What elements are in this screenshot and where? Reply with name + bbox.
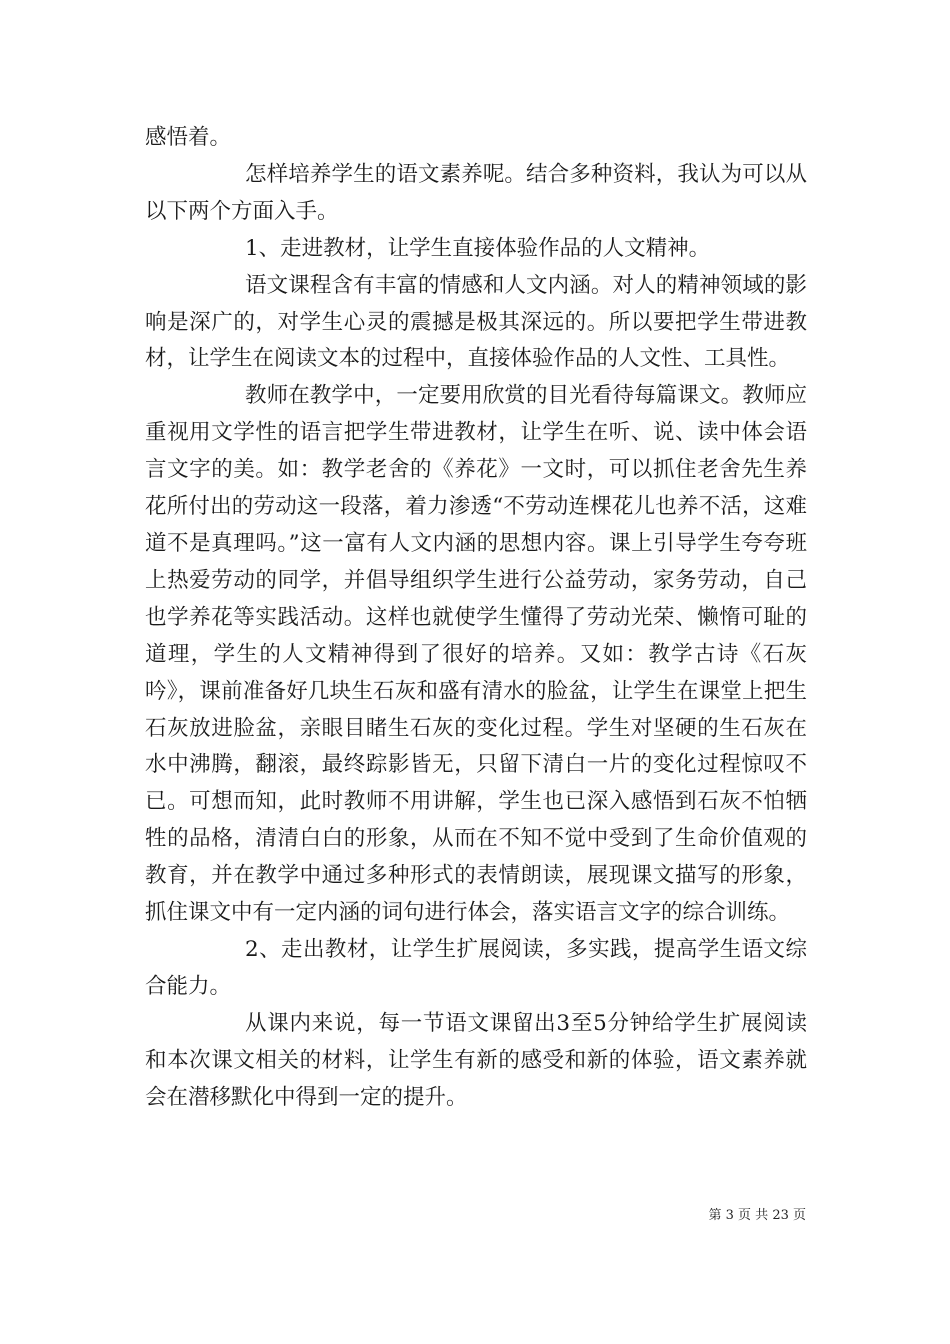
section-heading-2: 2、走出教材，让学生扩展阅读，多实践，提高学生语文综合能力。 <box>145 936 807 999</box>
paragraph-continuation: 感悟着。 <box>145 125 232 150</box>
paragraph-extended-reading: 从课内来说，每一节语文课留出3至5分钟给学生扩展阅读和本次课文相关的材料，让学生有新的感受和新的体验，语文素养就会在潜移默化中得到一定的提升。 <box>145 1010 807 1110</box>
section-heading-1: 1、走进教材，让学生直接体验作品的人文精神。 <box>245 235 711 261</box>
page-number-footer: 第 3 页 共 23 页 <box>708 1208 806 1223</box>
paragraph-intro-question: 怎样培养学生的语文素养呢。结合多种资料，我认为可以从以下两个方面入手。 <box>145 161 807 224</box>
paragraph-teaching-examples: 教师在教学中，一定要用欣赏的目光看待每篇课文。教师应重视用文学性的语言把学生带进教材，让学生在听、说、读中体会语言文字的美。如：教学老舍的《养花》一文时，可以抓住老舍先生养花所付出的劳动这一段落，着力渗透“不劳动连棵花儿也养不活，这难道不是真理吗。”这一富有人文内涵的思想内容。课上引导学生夸夸班上热爱劳动的同学，并倡导组织学生进行公益劳动，家务劳动，自己也学养花等实践活动。这样也就使学生懂得了劳动光荣、懒惰可耻的道理，学生的人文精神得到了很好的培养。又如：教学古诗《石灰吟》，课前准备好几块生石灰和盛有清水的脸盆，让学生在课堂上把生石灰放进脸盆，亲眼目睹生石灰的变化过程。学生对坚硬的生石灰在水中沸腾，翻滚，最终踪影皆无，只留下清白一片的变化过程惊叹不已。可想而知，此时教师不用讲解，学生也已深入感悟到石灰不怕牺牲的品格，清清白白的形象，从而在不知不觉中受到了生命价值观的教育，并在教学中通过多种形式的表情朗读，展现课文描写的形象，抓住课文中有一定内涵的词句进行体会，落实语言文字的综合训练。 <box>145 383 807 926</box>
document-body <box>145 120 807 1116</box>
paragraph-humanistic-content: 语文课程含有丰富的情感和人文内涵。对人的精神领域的影响是深广的，对学生心灵的震撼是极其深远的。所以要把学生带进教材，让学生在阅读文本的过程中，直接体验作品的人文性、工具性。 <box>145 272 807 372</box>
